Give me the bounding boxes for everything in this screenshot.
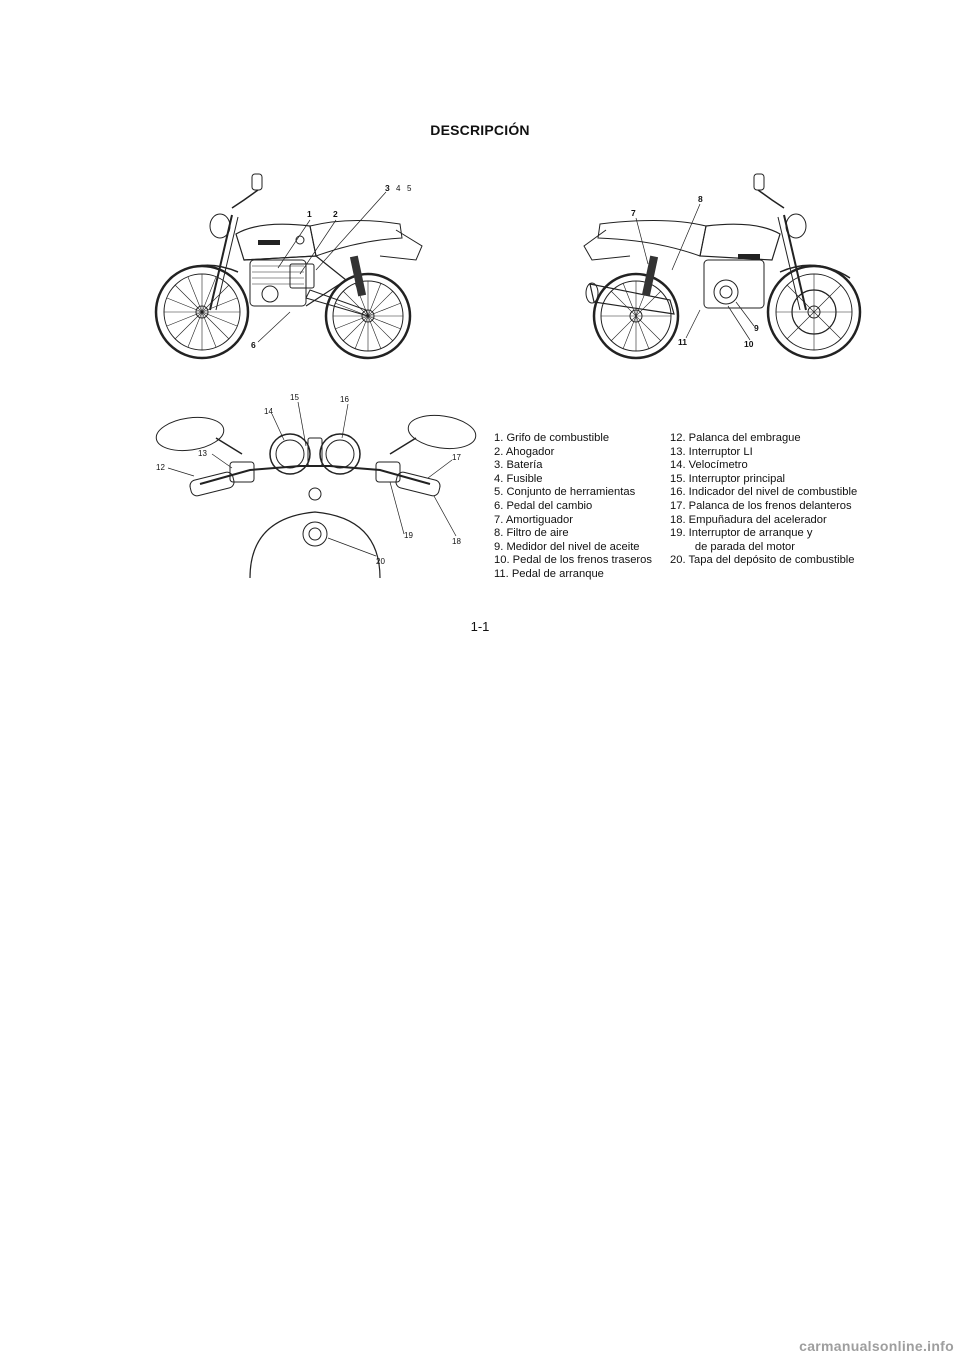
parts-list-item: 11. Pedal de arranque [494, 567, 604, 580]
parts-list-item: 8. Filtro de aire [494, 527, 569, 540]
callout-10: 10 [744, 339, 754, 349]
parts-list-item: 20. Tapa del depósito de combustible [670, 554, 855, 567]
parts-list-item: 6. Pedal del cambio [494, 499, 593, 512]
parts-list-item: 5. Conjunto de herramientas [494, 486, 636, 499]
callout-2: 2 [333, 209, 338, 219]
callout-19: 19 [404, 531, 413, 540]
parts-list-item: 7. Amortiguador [494, 513, 573, 526]
parts-list-item: 18. Empuñadura del acelerador [670, 513, 827, 526]
motorcycle-right-view [570, 160, 870, 370]
callout-9: 9 [754, 323, 759, 333]
callout-1: 1 [307, 209, 312, 219]
callout-17: 17 [452, 453, 461, 462]
parts-list-column-2 [670, 432, 857, 568]
callout-8: 8 [698, 194, 703, 204]
callout-4: 4 [396, 184, 401, 193]
callout-16: 16 [340, 395, 349, 404]
parts-list-item: 10. Pedal de los frenos traseros [494, 554, 652, 567]
callout-3: 3 [385, 183, 390, 193]
page-number: 1-1 [470, 619, 490, 634]
parts-list-item: 19. Interruptor de arranque y [670, 527, 813, 540]
parts-list-item: de parada del motor [670, 540, 795, 553]
callout-13: 13 [198, 449, 207, 458]
parts-list-item: 16. Indicador del nivel de combustible [670, 486, 858, 499]
callout-12: 12 [156, 463, 165, 472]
watermark: carmanualsonline.info [799, 1338, 954, 1354]
parts-list-item: 12. Palanca del embrague [670, 432, 801, 444]
parts-list-item: 14. Velocímetro [670, 459, 748, 472]
callout-7: 7 [631, 208, 636, 218]
parts-list-item: 17. Palanca de los frenos delanteros [670, 499, 852, 512]
parts-list-item: 13. Interruptor LI [670, 445, 753, 458]
motorcycle-left-view [140, 160, 430, 370]
callout-6: 6 [251, 340, 256, 350]
callout-15: 15 [290, 393, 299, 402]
parts-list-item: 3. Batería [494, 459, 543, 472]
callout-11: 11 [678, 337, 687, 347]
callout-20: 20 [376, 557, 385, 566]
parts-list-item: 1. Grifo de combustible [494, 432, 610, 444]
parts-list-item: 15. Interruptor principal [670, 472, 786, 485]
parts-list-item: 2. Ahogador [494, 445, 555, 458]
parts-list-item: 9. Medidor del nivel de aceite [494, 540, 640, 553]
callout-5: 5 [407, 184, 412, 193]
callout-14: 14 [264, 407, 273, 416]
parts-list-item: 4. Fusible [494, 472, 543, 485]
parts-list-column-1 [494, 432, 652, 582]
callout-18: 18 [452, 537, 461, 546]
page-title: DESCRIPCIÓN [430, 122, 530, 138]
handlebar-view [150, 388, 480, 588]
